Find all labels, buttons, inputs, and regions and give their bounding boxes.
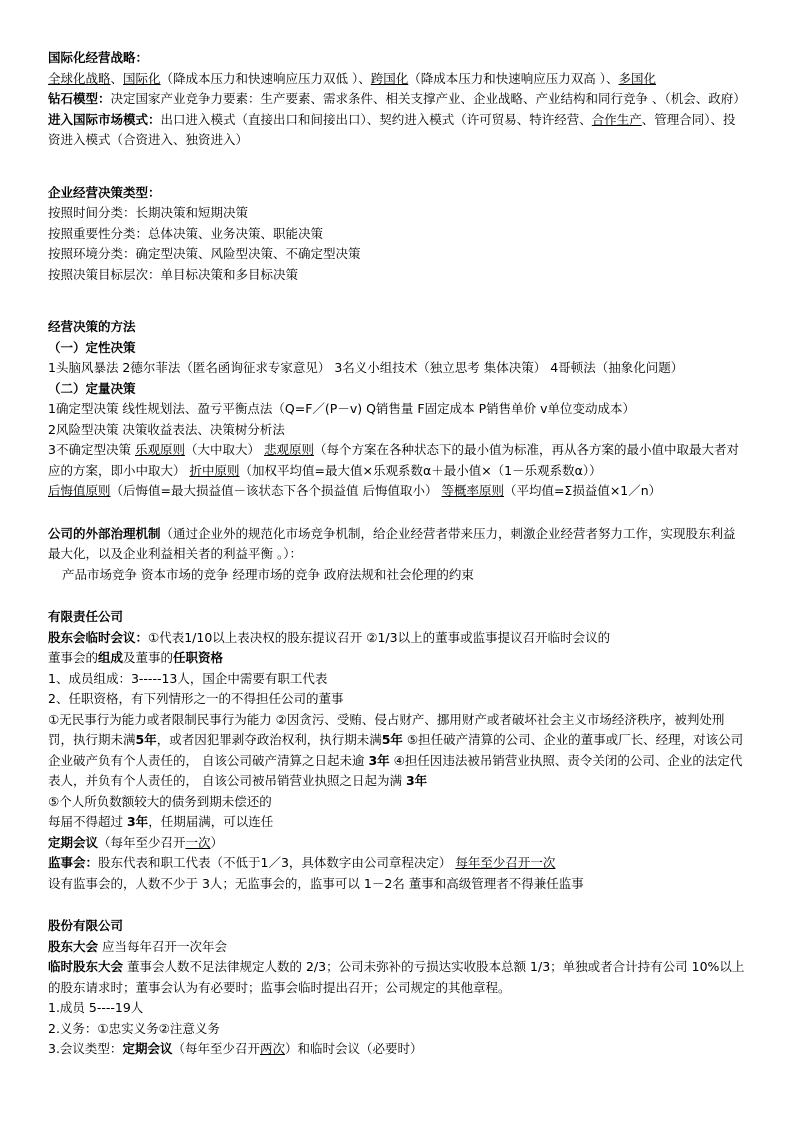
subsection-quantitative: （二）定量决策 <box>48 380 136 396</box>
shareholder-temp-meeting <box>48 628 748 649</box>
document-page <box>48 48 748 1060</box>
regular-meeting-text: （每年至少召开 <box>98 834 186 850</box>
uncertain-label: 3不确定型决策 <box>48 442 135 457</box>
entry-mode-paragraph <box>48 110 748 151</box>
quantitative-uncertain <box>48 440 748 481</box>
section-title-decision-types: 企业经营决策类型： <box>48 184 161 200</box>
strategy-global: 全球化战略 <box>48 70 111 86</box>
regular-meeting-underlined: 一次 <box>185 834 211 850</box>
market-list: 产品市场竞争 资本市场的竞争 经理市场的竞争 政府法规和社会伦理的约束 <box>62 566 474 582</box>
supervisor-count-line: 设有监事会的，人数不少于 3人；无监事会的，监事可以 1－2名 董事和高级管理者不得兼任监事 <box>48 875 584 891</box>
optimism-principle: 乐观原则 <box>134 442 185 457</box>
term-bold: 3年 <box>126 814 149 829</box>
js-item-3-text: ）和临时会议（必要时） <box>284 1041 423 1056</box>
disqualification-paragraph <box>48 710 748 792</box>
agm-text: 应当每年召开一次年会 <box>98 938 227 954</box>
js-item-3-text: 3.会议类型： <box>48 1041 123 1056</box>
strategy-transnational-note: （降成本压力和快速响应压力双高 ）、 <box>408 70 619 86</box>
regret-principle: 后悔值原则 <box>48 483 111 498</box>
separator: 、 <box>110 70 124 86</box>
agm-label: 股东大会 <box>48 938 99 954</box>
disq-item-debt: ⑤个人所负数额较大的债务到期未偿还的 <box>48 793 272 809</box>
quantitative-certain: 1确定型决策 线性规划法、盈亏平衡点法（Q=F／(P－v) Q销售量 F固定成本 P销售单价 v单位变动成本） <box>48 401 635 416</box>
temp-agm-label: 临时股东大会 <box>48 959 124 974</box>
temp-meeting-text: ①代表1/10以上表决权的股东提议召开 ②1/3以上的董事或监事提议召开临时会议的 <box>148 629 611 645</box>
equal-probability-note: （平均值=Σ损益值×1／n） <box>503 483 662 498</box>
entry-mode-text-end: 、管理合同）、投资进入模式（合资进入、独资进入） <box>48 111 736 147</box>
section-title-international-strategy: 国际化经营战略： <box>48 50 149 65</box>
supervisory-text: 股东代表和职工代表（不低于1／3，具体数字由公司章程决定） <box>98 855 456 870</box>
disq-text: ，或者因犯罪剥夺政治权利，执行期未满 <box>156 732 382 747</box>
regular-meeting-line <box>48 833 748 854</box>
agm-line <box>48 937 748 958</box>
board-heading <box>48 648 748 669</box>
strategy-line <box>48 69 748 90</box>
board-heading-bold: 任职资格 <box>173 650 224 665</box>
diamond-model-paragraph <box>48 89 748 110</box>
section-title-decision-methods: 经营决策的方法 <box>48 319 136 334</box>
temp-agm-paragraph <box>48 957 748 998</box>
board-heading-part: 董事会的 <box>48 650 99 665</box>
disq-text: ①无民事行为能力或者限制民事行为能力 ②因贪污、受贿、侵占财产、挪用财产或者破坏社会主义市场经济秩序，被判处刑罚，执行期未满 <box>48 711 725 747</box>
strategy-international-note: （降成本压力和快速响应压力双低 ）、 <box>160 70 371 86</box>
board-heading-part: 及董事的 <box>123 650 174 665</box>
regret-line <box>48 481 748 502</box>
board-item-2: 2、任职资格，有下列情形之一的不得担任公司的董事 <box>48 691 344 706</box>
regular-meeting-label: 定期会议 <box>48 834 99 850</box>
compromise-note: （加权平均值=最大值×乐观系数α＋最小值×（1－乐观系数α）） <box>239 462 602 478</box>
external-governance-paragraph <box>48 524 748 565</box>
disq-bold: 3年 <box>405 773 428 788</box>
term-text: 每届不得超过 <box>48 814 127 829</box>
entry-mode-underlined: 合作生产 <box>591 111 642 127</box>
strategy-international: 国际化 <box>123 70 161 86</box>
entry-mode-text: 出口进入模式（直接出口和间接出口）、契约进入模式（许可贸易、特许经营、 <box>160 111 592 127</box>
js-item-3 <box>48 1039 748 1060</box>
temp-meeting-label: 股东会临时会议： <box>48 629 149 645</box>
qualitative-methods: 1头脑风暴法 2德尔菲法（匿名函询征求专家意见） 3名义小组技术（独立思考 集体决策） 4哥顿法（抽象化问题） <box>48 360 684 375</box>
decision-type-item: 按照环境分类：确定型决策、风险型决策、不确定型决策 <box>48 246 361 261</box>
supervisory-underlined: 每年至少召开一次 <box>455 855 556 870</box>
decision-type-item: 按照时间分类：长期决策和短期决策 <box>48 205 249 220</box>
regular-meeting-text: ） <box>210 834 224 850</box>
diamond-model-label: 钻石模型： <box>48 91 111 106</box>
external-governance-title: 公司的外部治理机制 <box>48 525 161 541</box>
quantitative-risk: 2风险型决策 决策收益表法、决策树分析法 <box>48 421 285 437</box>
js-item-3-text: （每年至少召开 <box>172 1041 260 1056</box>
strategy-transnational: 跨国化 <box>370 70 409 86</box>
temp-agm-text: 董事会人数不足法律规定人数的 2/3；公司未弥补的亏损达实收股本总额 1/3；单独或者合计持有公司 10%以上的股东请求时；董事会认为有必要时；监事会临时提出召开；公司规定的其他章程。 <box>48 959 745 995</box>
pessimism-principle: 悲观原则 <box>263 442 314 457</box>
pessimism-note: （每个方案在各种状态下的最小值为标准，再从各方案的最小值中取最大者对应的方案，即小中取大） <box>48 442 739 478</box>
equal-probability-principle: 等概率原则 <box>441 483 504 498</box>
js-item-2: 2.义务：①忠实义务②注意义务 <box>48 1020 220 1036</box>
js-item-3-bold: 定期会议 <box>122 1041 173 1056</box>
disq-text: ⑤担任破产清算的公司、企业的董事或厂长、经理，对该公司企业破产负有个人责任的， 自该公司破产清算之日起未逾 <box>48 732 744 768</box>
disq-bold: 5年 <box>381 732 403 747</box>
strategy-multidomestic: 多国化 <box>618 70 657 86</box>
external-governance-text: （通过企业外的规范化市场竞争机制，给企业经营者带来压力，刺激企业经营者努力工作，实现股东利益最大化，以及企业利益相关者的利益平衡 。）： <box>48 525 736 561</box>
compromise-principle: 折中原则 <box>189 462 240 478</box>
disq-text: ④担任因违法被吊销营业执照、责令关闭的公司、企业的法定代表人，并负有个人责任的， 自该公司被吊销营业执照之日起为满 <box>48 752 743 788</box>
disq-bold: 3年 <box>368 752 390 768</box>
diamond-model-text: 决定国家产业竞争力要素：生产要素、需求条件、相关支撑产业、企业战略、产业结构和同行竞争 、（机会、政府） <box>110 91 746 106</box>
term-line <box>48 812 748 833</box>
supervisory-label: 监事会： <box>48 855 99 870</box>
js-item-3-underlined: 两次 <box>259 1041 285 1056</box>
section-title-joint-stock: 股份有限公司 <box>48 918 124 933</box>
disq-bold: 5年 <box>135 732 157 747</box>
supervisory-board-line <box>48 853 748 874</box>
subsection-qualitative: （一）定性决策 <box>48 339 136 355</box>
decision-type-item: 按照决策目标层次：单目标决策和多目标决策 <box>48 266 299 282</box>
optimism-note: （大中取大） <box>184 442 264 457</box>
board-item-1: 1、成员组成：3-----13人，国企中需要有职工代表 <box>48 670 328 686</box>
board-heading-bold: 组成 <box>98 650 124 665</box>
entry-mode-label: 进入国际市场模式： <box>48 111 161 127</box>
regret-note: （后悔值=最大损益值－该状态下各个损益值 后悔值取小） <box>110 483 442 498</box>
term-text: ，任期届满，可以连任 <box>148 814 274 829</box>
decision-type-item: 按照重要性分类：总体决策、业务决策、职能决策 <box>48 225 324 241</box>
js-item-1: 1.成员 5----19人 <box>48 1000 144 1015</box>
section-title-llc: 有限责任公司 <box>48 609 124 624</box>
